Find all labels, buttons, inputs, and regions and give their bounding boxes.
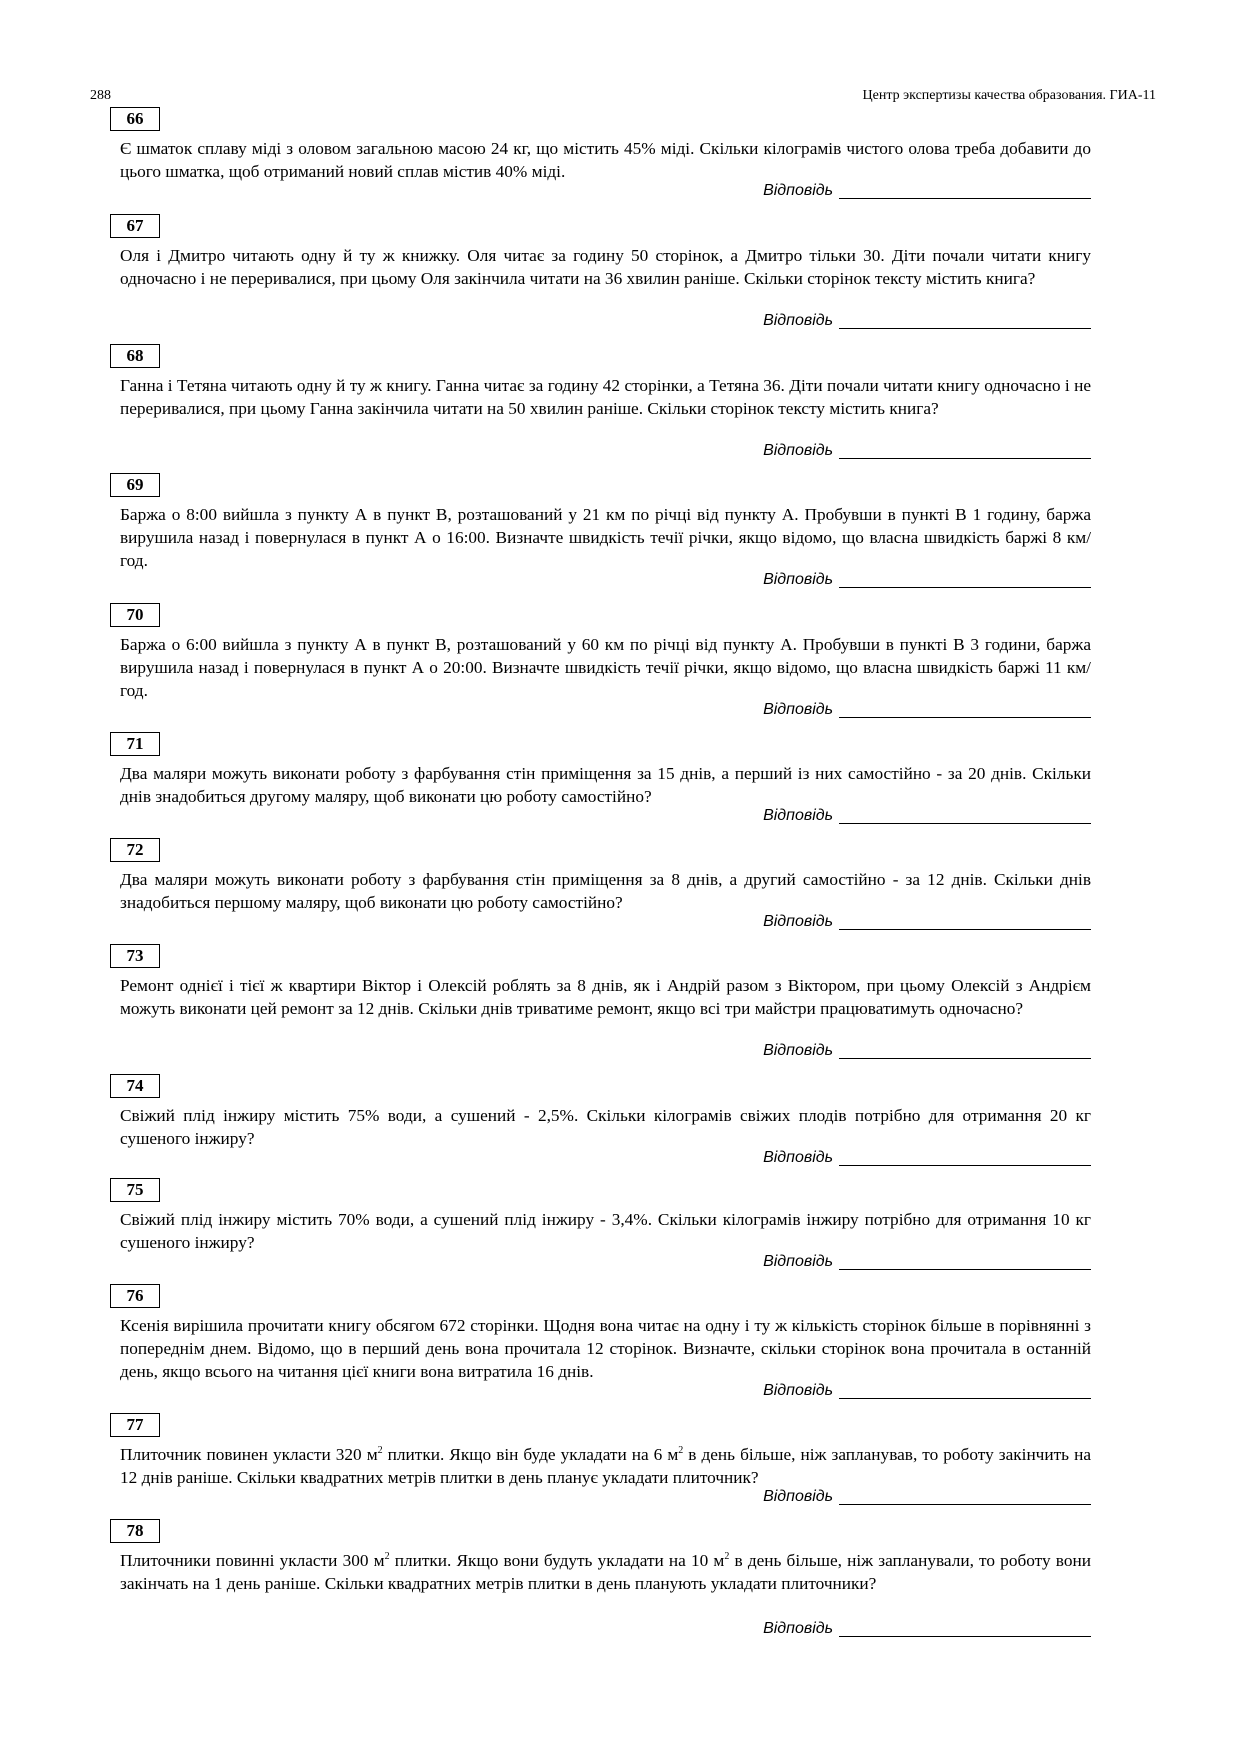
task-text: Ксенія вирішила прочитати книгу обсягом 672 сторінки. Щодня вона читає на одну і ту ж кількість сторінок більше в порівнянні з попереднім днем. Відомо, що в перший день вона прочитала 12 сторінок. Визначте, скільки сторінок вона прочитала в останній день, якщо всього на читання цієї книги вона витратила 16 днів. bbox=[120, 1316, 1091, 1381]
answer-label: Відповідь bbox=[763, 442, 833, 459]
answer-line[interactable] bbox=[839, 1504, 1091, 1505]
task-number: 73 bbox=[110, 944, 160, 968]
answer-label: Відповідь bbox=[763, 701, 833, 718]
answer-field[interactable] bbox=[751, 442, 1091, 464]
answer-field[interactable] bbox=[751, 1149, 1091, 1171]
task-text: Баржа о 8:00 вийшла з пункту А в пункт В, розташований у 21 км по річці від пункту А. Пробувши в пункті В 1 годину, баржа вирушила назад і повернулася в пункт А о 16:00. Визначте швидкість течії річки, якщо відомо, що власна швидкість баржі 8 км/год. bbox=[120, 505, 1091, 570]
task-text: Оля і Дмитро читають одну й ту ж книжку. Оля читає за годину 50 сторінок, а Дмитро тільки 30. Діти почали читати книгу одночасно і не переривалися, при цьому Оля закінчила читати на 36 хвилин раніше. Скільки сторінок тексту містить книга? bbox=[120, 246, 1091, 288]
text-run: в день більше, ніж запланував, то роботу закінчить на 12 днів раніше. Скільки квадратних метрів плитки в день планує укладати плиточник? bbox=[120, 1445, 1091, 1487]
task-text: Два маляри можуть виконати роботу з фарбування стін приміщення за 15 днів, а перший із них самостійно - за 20 днів. Скільки днів знадобиться другому маляру, щоб виконати цю роботу самостійно? bbox=[120, 764, 1091, 806]
task-text: Ремонт однієї і тієї ж квартири Віктор і Олексій роблять за 8 днів, як і Андрій разом з Віктором, при цьому Олексій з Андрієм можуть виконати цей ремонт за 12 днів. Скільки днів триватиме ремонт, якщо всі три майстри працюватимуть одночасно? bbox=[120, 976, 1091, 1018]
task-text: Свіжий плід інжиру містить 70% води, а сушений плід інжиру - 3,4%. Скільки кілограмів інжиру потрібно для отримання 10 кг сушеного інжиру? bbox=[120, 1210, 1091, 1252]
task-text: Свіжий плід інжиру містить 75% води, а сушений - 2,5%. Скільки кілограмів свіжих плодів потрібно для отримання 20 кг сушеного інжиру? bbox=[120, 1106, 1091, 1148]
answer-line[interactable] bbox=[839, 1058, 1091, 1059]
superscript: 2 bbox=[384, 1551, 390, 1563]
answer-label: Відповідь bbox=[763, 1149, 833, 1166]
task-number: 71 bbox=[110, 732, 160, 756]
task-text: Є шматок сплаву міді з оловом загальною масою 24 кг, що містить 45% міді. Скільки кілограмів чистого олова треба добавити до цього шматка, щоб отриманий новий сплав містив 40% міді. bbox=[120, 139, 1091, 181]
answer-label: Відповідь bbox=[763, 1042, 833, 1059]
answer-line[interactable] bbox=[839, 1165, 1091, 1166]
superscript: 2 bbox=[724, 1551, 730, 1563]
running-header bbox=[90, 88, 1156, 108]
answer-line[interactable] bbox=[839, 458, 1091, 459]
task-text: Два маляри можуть виконати роботу з фарбування стін приміщення за 8 днів, а другий самостійно - за 12 днів. Скільки днів знадобиться першому маляру, щоб виконати цю роботу самостійно? bbox=[120, 870, 1091, 912]
answer-field[interactable] bbox=[751, 1382, 1091, 1404]
task-number: 76 bbox=[110, 1284, 160, 1308]
task-number: 69 bbox=[110, 473, 160, 497]
task-number: 72 bbox=[110, 838, 160, 862]
answer-field[interactable] bbox=[751, 1488, 1091, 1510]
text-run: плитки. Якщо він буде укладати на 6 м bbox=[382, 1445, 679, 1464]
answer-field[interactable] bbox=[751, 913, 1091, 935]
superscript: 2 bbox=[377, 1445, 383, 1457]
answer-line[interactable] bbox=[839, 717, 1091, 718]
answer-label: Відповідь bbox=[763, 312, 833, 329]
answer-field[interactable] bbox=[751, 571, 1091, 593]
text-run: плитки. Якщо вони будуть укладати на 10 м bbox=[389, 1551, 725, 1570]
task-text bbox=[120, 1443, 1091, 1489]
task-number: 70 bbox=[110, 603, 160, 627]
task-number: 77 bbox=[110, 1413, 160, 1437]
text-run: в день більше, ніж запланували, то роботу вони закінчать на 1 день раніше. Скільки квадратних метрів плитки в день планують укладати плиточники? bbox=[120, 1551, 1091, 1593]
answer-field[interactable] bbox=[751, 312, 1091, 334]
answer-field[interactable] bbox=[751, 182, 1091, 204]
answer-label: Відповідь bbox=[763, 1253, 833, 1270]
answer-line[interactable] bbox=[839, 929, 1091, 930]
task-number: 66 bbox=[110, 107, 160, 131]
answer-label: Відповідь bbox=[763, 1382, 833, 1399]
superscript: 2 bbox=[678, 1445, 684, 1457]
task-number: 67 bbox=[110, 214, 160, 238]
answer-line[interactable] bbox=[839, 1398, 1091, 1399]
answer-field[interactable] bbox=[751, 1042, 1091, 1064]
answer-label: Відповідь bbox=[763, 571, 833, 588]
answer-line[interactable] bbox=[839, 1269, 1091, 1270]
task-text: Баржа о 6:00 вийшла з пункту А в пункт В, розташований у 60 км по річці від пункту А. Пробувши в пункті В 3 години, баржа вирушила назад і повернулася в пункт А о 20:00. Визначте швидкість течії річки, якщо відомо, що власна швидкість баржі 11 км/год. bbox=[120, 635, 1091, 700]
answer-field[interactable] bbox=[751, 1620, 1091, 1642]
header-title: Центр экспертизы качества образования. ГИА-11 bbox=[862, 88, 1156, 103]
answer-field[interactable] bbox=[751, 701, 1091, 723]
answer-line[interactable] bbox=[839, 587, 1091, 588]
answer-line[interactable] bbox=[839, 198, 1091, 199]
task-text: Ганна і Тетяна читають одну й ту ж книгу. Ганна читає за годину 42 сторінки, а Тетяна 36. Діти почали читати книгу одночасно і не переривалися, при цьому Ганна закінчила читати на 50 хвилин раніше. Скільки сторінок тексту містить книга? bbox=[120, 376, 1091, 418]
task-text bbox=[120, 1549, 1091, 1595]
answer-line[interactable] bbox=[839, 328, 1091, 329]
text-run: Плиточник повинен укласти 320 м bbox=[120, 1445, 378, 1464]
answer-label: Відповідь bbox=[763, 807, 833, 824]
answer-field[interactable] bbox=[751, 807, 1091, 829]
page-number: 288 bbox=[90, 88, 111, 103]
task-number: 68 bbox=[110, 344, 160, 368]
answer-line[interactable] bbox=[839, 1636, 1091, 1637]
answer-label: Відповідь bbox=[763, 913, 833, 930]
task-number: 74 bbox=[110, 1074, 160, 1098]
text-run: Плиточники повинні укласти 300 м bbox=[120, 1551, 385, 1570]
answer-label: Відповідь bbox=[763, 1620, 833, 1637]
task-number: 78 bbox=[110, 1519, 160, 1543]
answer-line[interactable] bbox=[839, 823, 1091, 824]
answer-field[interactable] bbox=[751, 1253, 1091, 1275]
task-number: 75 bbox=[110, 1178, 160, 1202]
answer-label: Відповідь bbox=[763, 1488, 833, 1505]
answer-label: Відповідь bbox=[763, 182, 833, 199]
